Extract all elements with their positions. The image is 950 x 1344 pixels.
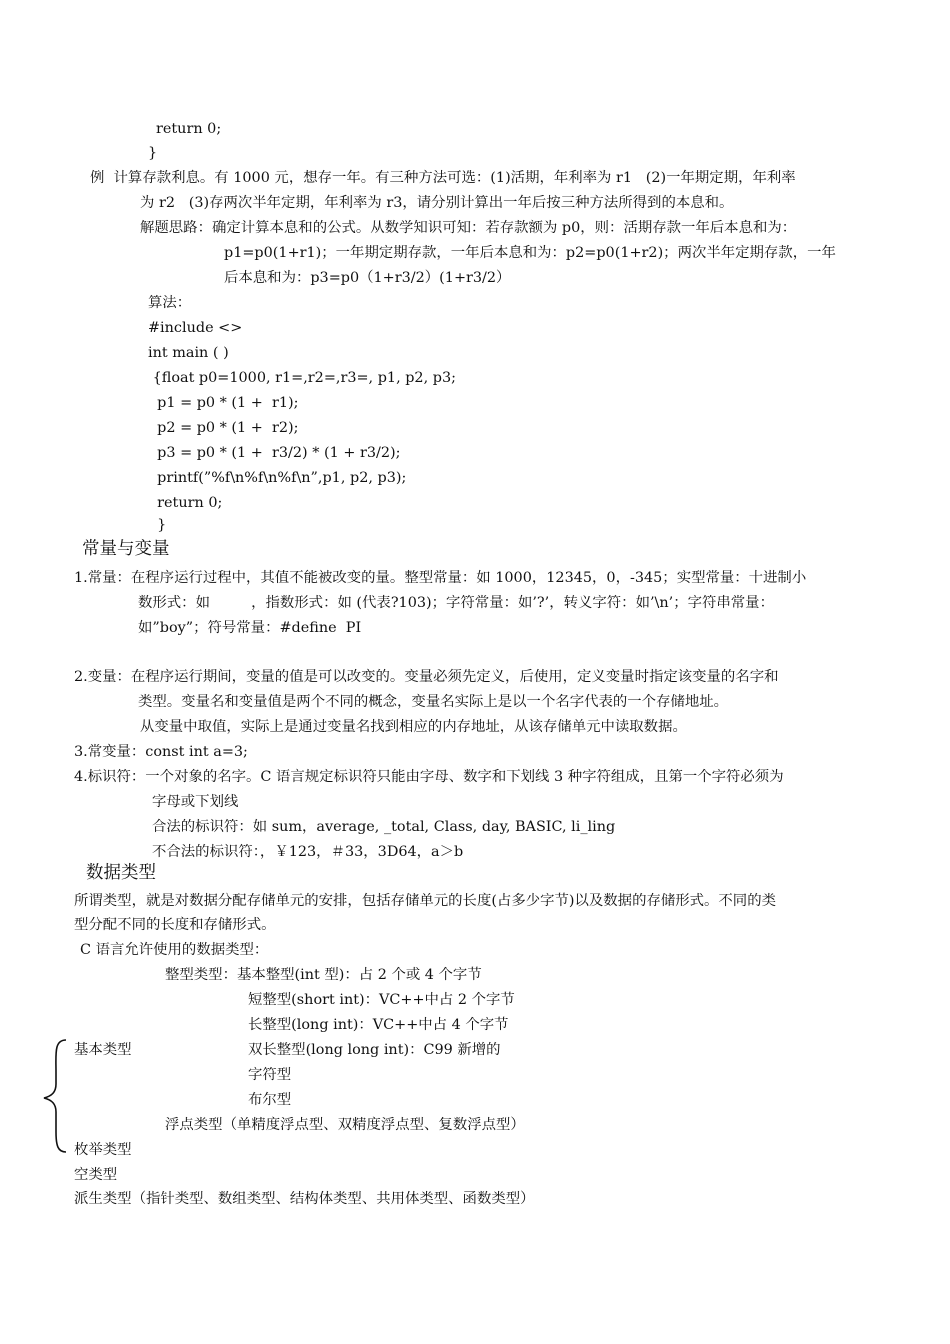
type-item: 派生类型（指针类型、数组类型、结构体类型、共用体类型、函数类型） (74, 1191, 535, 1207)
code-line: } (148, 145, 158, 161)
type-item: 短整型(short int)：VC++中占 2 个字节 (248, 992, 515, 1008)
code-line: printf(”%f\n%f\n%f\n”,p1, p2, p3); (148, 470, 407, 486)
code-line: return 0; (148, 495, 223, 511)
paragraph-line: 类型。变量名和变量值是两个不同的概念，变量名实际上是以一个名字代表的一个存储地址。 (138, 694, 729, 710)
idea-line: p1=p0(1+r1)；一年期定期存款，一年后本息和为：p2=p0(1+r2)；两次半年定期存款，一年 (224, 245, 836, 261)
paragraph-line: 如”boy”；符号常量：#define PI (138, 620, 362, 636)
paragraph-line: 数形式：如 ，指数形式：如 (代表?103)；字符常量：如’?’，转义字符：如’\n’；字符串常量： (138, 595, 774, 611)
type-item: 双长整型(long long int)：C99 新增的 (248, 1042, 501, 1058)
type-item: 枚举类型 (74, 1142, 132, 1158)
paragraph-line: C 语言允许使用的数据类型： (80, 942, 269, 958)
type-item: 长整型(long int)：VC++中占 4 个字节 (248, 1017, 509, 1033)
section-heading: 数据类型 (86, 863, 156, 883)
section-heading: 常量与变量 (82, 539, 170, 559)
type-item: 浮点类型（单精度浮点型、双精度浮点型、复数浮点型） (165, 1117, 525, 1133)
idea-line: 解题思路：确定计算本息和的公式。从数学知识可知：若存款额为 p0，则：活期存款一年后本息和为： (140, 220, 797, 236)
example-line: 为 r2 (3)存两次半年定期，年利率为 r3，请分别计算出一年后按三种方法所得到的本息和。 (140, 195, 734, 211)
code-line: return 0; (156, 121, 222, 137)
paragraph-line: 3.常变量：const int a=3; (74, 744, 248, 760)
paragraph-line: 不合法的标识符：，￥123，＃33，3D64，a＞b (152, 844, 464, 860)
code-line: p3 = p0 * (1 + r3/2) * (1 + r3/2); (148, 445, 401, 461)
type-item: 布尔型 (248, 1092, 292, 1108)
example-line: 例 计算存款利息。有 1000 元，想存一年。有三种方法可选：(1)活期，年利率为 r1 (2)一年期定期，年利率 (90, 170, 796, 186)
type-group-label: 基本类型 (74, 1042, 132, 1058)
paragraph-line: 2.变量：在程序运行期间，变量的值是可以改变的。变量必须先定义，后使用，定义变量时指定该变量的名字和 (74, 669, 779, 685)
code-line: #include <> (148, 320, 243, 336)
curly-brace-icon (40, 1036, 72, 1156)
idea-line: 后本息和为：p3=p0（1+r3/2）(1+r3/2） (224, 270, 511, 286)
type-item: 字符型 (248, 1067, 292, 1083)
code-line: int main ( ) (148, 345, 229, 361)
paragraph-line: 型分配不同的长度和存储形式。 (74, 917, 276, 933)
paragraph-line: 合法的标识符：如 sum，average, _total, Class, day, BASIC, li_ling (152, 819, 616, 835)
type-item: 空类型 (74, 1167, 118, 1183)
code-line: p2 = p0 * (1 + r2); (148, 420, 299, 436)
code-line: } (148, 517, 167, 533)
paragraph-line: 1.常量：在程序运行过程中，其值不能被改变的量。整型常量：如 1000，12345，0，-345；实型常量：十进制小 (74, 570, 807, 586)
paragraph-line: 从变量中取值，实际上是通过变量名找到相应的内存地址，从该存储单元中读取数据。 (140, 719, 687, 735)
code-line: p1 = p0 * (1 + r1); (148, 395, 299, 411)
algorithm-label: 算法： (148, 295, 192, 311)
paragraph-line: 4.标识符：一个对象的名字。C 语言规定标识符只能由字母、数字和下划线 3 种字符组成，且第一个字符必须为 (74, 769, 784, 785)
type-item: 整型类型：基本整型(int 型)：占 2 个或 4 个字节 (165, 967, 482, 983)
paragraph-line: 字母或下划线 (152, 794, 239, 810)
paragraph-line: 所谓类型，就是对数据分配存储单元的安排，包括存储单元的长度(占多少字节)以及数据的存储形式。不同的类 (74, 893, 776, 909)
code-line: {float p0=1000, r1=,r2=,r3=, p1, p2, p3; (148, 370, 456, 386)
